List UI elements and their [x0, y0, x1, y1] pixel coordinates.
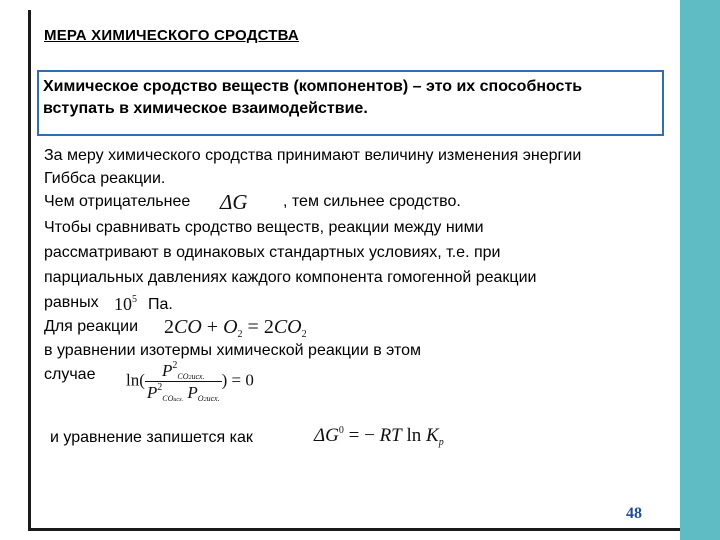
- denominator-sup1: 2: [157, 382, 163, 393]
- isotherm-denominator: [145, 382, 222, 403]
- body-line-10: случае: [44, 366, 96, 383]
- denominator-p2: P: [187, 383, 198, 402]
- body-line-9: в уравнении изотермы химической реакции в этом: [44, 342, 422, 359]
- slide-title: МЕРА ХИМИЧЕСКОГО СРОДСТВА: [44, 27, 299, 44]
- page-number: 48: [626, 505, 642, 522]
- denominator-sub1: CO: [162, 394, 174, 403]
- isotherm-fraction: [145, 360, 222, 403]
- definition-line-2: вступать в химическое взаимодействие.: [43, 100, 368, 117]
- reaction-coef-co2: 2: [263, 316, 274, 338]
- body-line-1: За меру химического сродства принимают величину изменения энергии: [44, 147, 582, 164]
- reaction-equals: =: [247, 316, 259, 338]
- reaction-o2: O: [223, 316, 238, 338]
- body-line-8: Для реакции: [44, 318, 139, 335]
- pressure-value: [114, 294, 137, 315]
- body-line-5: рассматривают в одинаковых стандартных условиях, т.е. при: [44, 244, 501, 261]
- body-line-7-end: Па.: [148, 296, 173, 313]
- pressure-base: 10: [114, 294, 132, 314]
- body-line-6: парциальных давлениях каждого компонента гомогенной реакции: [44, 269, 537, 286]
- numerator-sup: 2: [172, 360, 178, 371]
- reaction-co2: CO: [273, 316, 302, 338]
- bottom-border-line: [28, 528, 680, 531]
- body-line-7-start: равных: [44, 294, 99, 311]
- body-line-3-start: Чем отрицательнее: [44, 193, 191, 210]
- pressure-exponent: 5: [132, 294, 137, 305]
- numerator-sub-2: 2: [188, 375, 192, 381]
- final-dg-sup: 0: [338, 425, 344, 436]
- numerator-p: P: [161, 361, 173, 380]
- final-equation: [314, 425, 444, 448]
- reaction-coef-co: 2: [164, 316, 174, 338]
- body-line-4: Чтобы сравнивать сродство веществ, реакции между ними: [44, 219, 484, 236]
- reaction-equation: [164, 316, 307, 340]
- denominator-sub2: O: [197, 394, 204, 403]
- isotherm-numerator: [145, 360, 222, 382]
- reaction-o2-sub: 2: [237, 329, 243, 340]
- final-k-sub: p: [438, 437, 444, 448]
- reaction-plus: +: [206, 316, 219, 338]
- definition-box: [37, 70, 664, 136]
- denominator-sub1-tail: исх.: [173, 397, 184, 403]
- right-accent-bar: [680, 0, 720, 540]
- isotherm-close: ) = 0: [221, 370, 254, 390]
- denominator-sub2-tail: исх.: [206, 394, 220, 403]
- isotherm-ln: ln(: [126, 370, 145, 390]
- denominator-sub2-2: 2: [203, 397, 207, 403]
- body-line-11: и уравнение запишется как: [50, 429, 253, 446]
- isotherm-formula: [126, 360, 254, 403]
- body-line-3-end: , тем сильнее сродство.: [283, 193, 461, 210]
- final-rt: RT: [379, 425, 402, 446]
- reaction-co2-sub: 2: [301, 329, 307, 340]
- numerator-sub: CO: [177, 372, 189, 381]
- delta-g-formula: ΔG: [220, 190, 248, 214]
- definition-line-1: Химическое сродство веществ (компонентов) – это их способность: [43, 78, 583, 95]
- final-ln: ln: [406, 425, 422, 446]
- final-k: K: [426, 425, 439, 446]
- left-border-line: [28, 10, 31, 530]
- final-equals-minus: = −: [348, 425, 375, 446]
- reaction-co: CO: [174, 316, 202, 338]
- numerator-sub-tail: исх.: [191, 372, 205, 381]
- body-line-2: Гиббса реакции.: [44, 170, 166, 187]
- final-dg: ΔG: [314, 425, 339, 446]
- denominator-p1: P: [146, 383, 158, 402]
